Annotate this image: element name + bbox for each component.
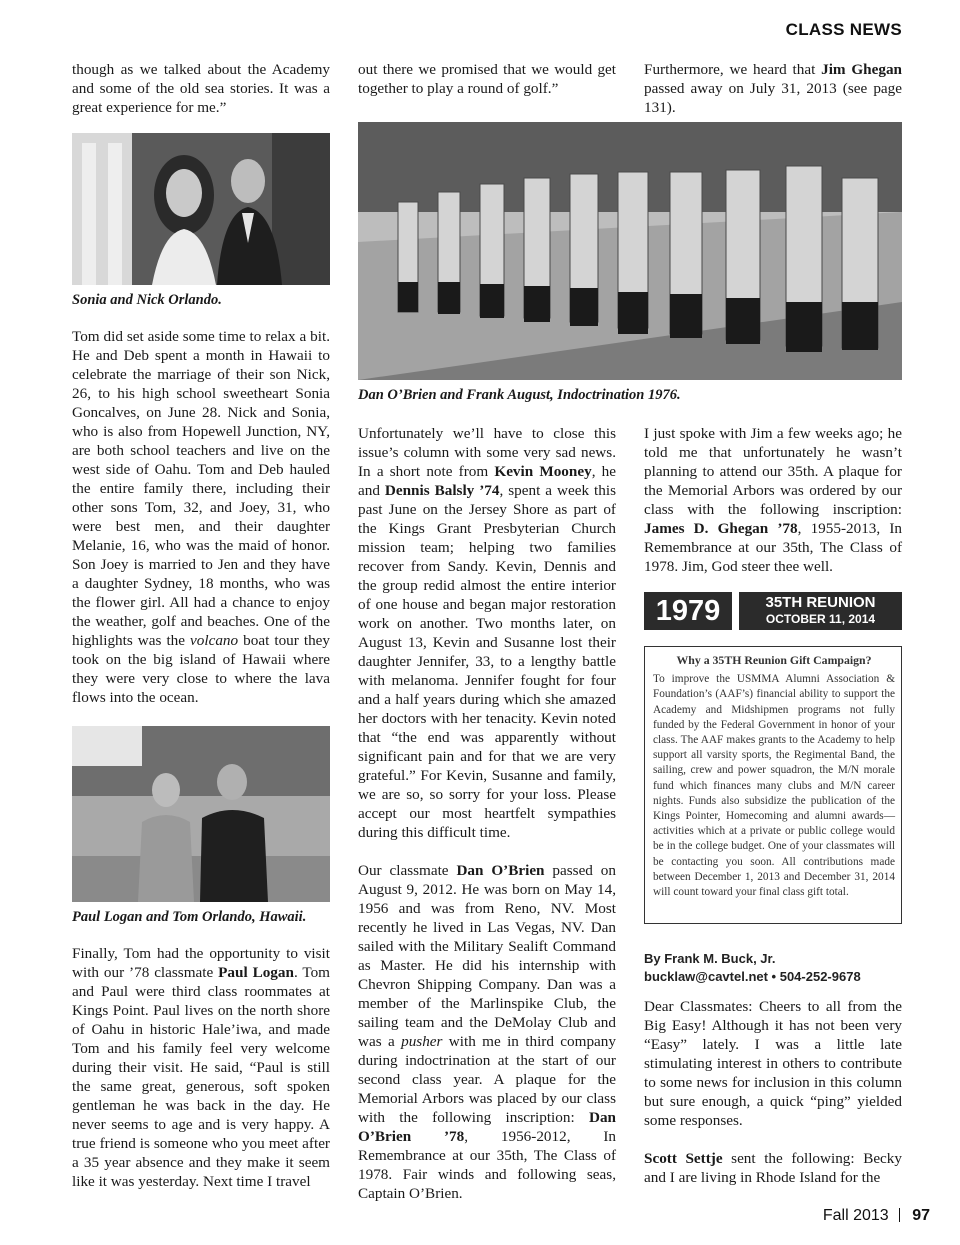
gift-campaign-box [644, 646, 902, 924]
column-2-body [358, 424, 616, 1222]
gift-campaign-text: To improve the USMMA Alumni Association & Foundation’s (AAF’s) financial ability to support the Academy and Midshipmen programs not fully funded by the Federal Government in honor of your class. The AAF makes grants to the Academy to help support all varsity sports, the Regimental Band, the sailing, crew and power squadron, the M/N morale fund which finances many clubs and M/N career nights. Funds also subsidize the publication of the Kings Pointer, Homecoming and alumni awards—activities which at a private or public college would be in the college budget. One of your classmates will be contacting you soon. All contributions made between December 1, 2013 and December 31, 2014 will count toward your final class gift total. [653, 673, 895, 899]
col3-paragraph-1: Furthermore, we heard that Jim Ghegan passed away on July 31, 2013 (see page 131). [644, 61, 903, 116]
byline [644, 950, 902, 986]
column-3-closing [644, 997, 902, 1206]
photo-sonia-nick [72, 133, 330, 285]
column-2-top [358, 60, 616, 117]
col1-paragraph-2: Tom did set aside some time to relax a bit. He and Deb spent a month in Hawaii to celebrate the marriage of their son Nick, 26, to his high school sweetheart Sonia Goncalves, on June 28. Nick and Sonia, who is also from Hopewell Junction, NY, are both school teachers and live on the west side of Oahu. Tom and Deb hauled the entire family there, including their other sons Tom, 32, and Joey, 31, who were best men, and their daughter Melanie, 16, who was the maid of honor. Son Joey is married to Jen and they have a daughter Sydney, 18 months, who was the flower girl. All had a chance to enjoy the weather, golf and beaches. One of the highlights was the volcano boat tour they took on the big island of Hawaii where they were very close to where the lava flows into the ocean. [72, 328, 330, 706]
col1-paragraph-1: though as we talked about the Academy and some of the old sea stories. It was a great experience for me.” [72, 61, 330, 116]
reunion-banner [644, 592, 902, 630]
col3-paragraph-3: Dear Classmates: Cheers to all from the Big Easy! Although it has not been very “Easy” lately. I was a little late stimulating interest in others to contribute to some news for inclusion in this column but sure enough, a quick “ping” yielded some responses. [644, 998, 902, 1129]
gift-campaign-title: Why a 35TH Reunion Gift Campaign? [676, 653, 872, 667]
reunion-date: OCTOBER 11, 2014 [765, 612, 876, 626]
issue-label: Fall 2013 [822, 1207, 889, 1224]
wedding-photo-image [72, 133, 330, 285]
col2-paragraph-1: out there we promised that we would get together to play a round of golf.” [358, 61, 616, 97]
col3-paragraph-2: I just spoke with Jim a few weeks ago; he told me that unfortunately he wasn’t planning to attend our 35th. A plaque for the Memorial Arbors was ordered by our class with the following inscription: James D. Ghegan ’78, 1955-2013, In Remembrance at our 35th, The Class of 1978. Jim, God steer thee well. [644, 425, 902, 575]
photo3-caption: Dan O’Brien and Frank August, Indoctrination 1976. [358, 387, 681, 403]
photo-paul-tom [72, 726, 330, 902]
col1-paragraph-3: Finally, Tom had the opportunity to visit with our ’78 classmate Paul Logan. Tom and Paul were third class roommates at Kings Point. Paul lives on the north shore of Oahu in historic Hale’iwa, and made Tom and his family feel very welcome during their visit. He said, “Paul is still the same great, generous, soft spoken gentleman he was back in the day. He never seems to age and is very happy. A true friend is someone who you meet after a 35 year absence and they make it seem like it was yesterday. Next time I travel [72, 945, 330, 1190]
hawaii-photo-image [72, 726, 330, 902]
column-3-body [644, 424, 902, 595]
byline-name: By Frank M. Buck, Jr. [644, 951, 776, 966]
photo1-caption: Sonia and Nick Orlando. [72, 292, 222, 308]
photo-indoctrination [358, 122, 902, 380]
col3-paragraph-4: Scott Settje sent the following: Becky and I are living in Rhode Island for the [644, 1150, 902, 1186]
column-1 [72, 60, 330, 1210]
footer-divider [899, 1208, 901, 1222]
byline-contact: bucklaw@cavtel.net • 504-252-9678 [644, 969, 861, 984]
col2-paragraph-2: Unfortunately we’ll have to close this issue’s column with some very sad news. In a short note from Kevin Mooney, he and Dennis Balsly ’74, spent a week this past June on the Jersey Shore as part of the Kings Grant Presbyterian Church mission team; helping two families recover from Sandy. Kevin, Dennis and the group redid almost the entire interior of one house and began major restoration work on another. Two months later, on August 13, Kevin and Susanne lost their daughter Jennifer, 33, to a lengthy battle with melanoma. Jennifer fought for four and a half years during which she amazed her doctors with her tenacity. Kevin noted that “the end was apparently without significant pain and for that we are very grateful.” For Kevin, Susanne and family, we are so, so sorry for your loss. Please accept our most heartfelt sympathies during this difficult time. [358, 425, 617, 841]
section-header: CLASS NEWS [785, 20, 902, 39]
page-number: 97 [912, 1207, 930, 1224]
reunion-title: 35TH REUNION [765, 594, 876, 611]
indoctrination-photo-image [358, 122, 902, 380]
col2-paragraph-3: Our classmate Dan O’Brien passed on August 9, 2012. He was born on May 14, 1956 and was from Reno, NV. Most recently he lived in Las Vegas, NV. Dan sailed with the Military Sealift Command as Master. He did his internship with Chevron Shipping Company. Dan was a member of the Marlinspike Club, the sailing team and the DeMolay Club and was a pusher with me in third company during indoctrination at the start of our second class year. A plaque for the Memorial Arbors was placed by our class with the following inscription: Dan O’Brien ’78, 1956-2012, In Remembrance at our 35th, The Class of 1978. Fair winds and following seas, Captain O’Brien. [358, 862, 616, 1202]
page-footer [823, 1207, 930, 1225]
reunion-title-block [739, 592, 902, 630]
photo2-caption: Paul Logan and Tom Orlando, Hawaii. [72, 909, 307, 925]
reunion-year: 1979 [644, 592, 732, 630]
